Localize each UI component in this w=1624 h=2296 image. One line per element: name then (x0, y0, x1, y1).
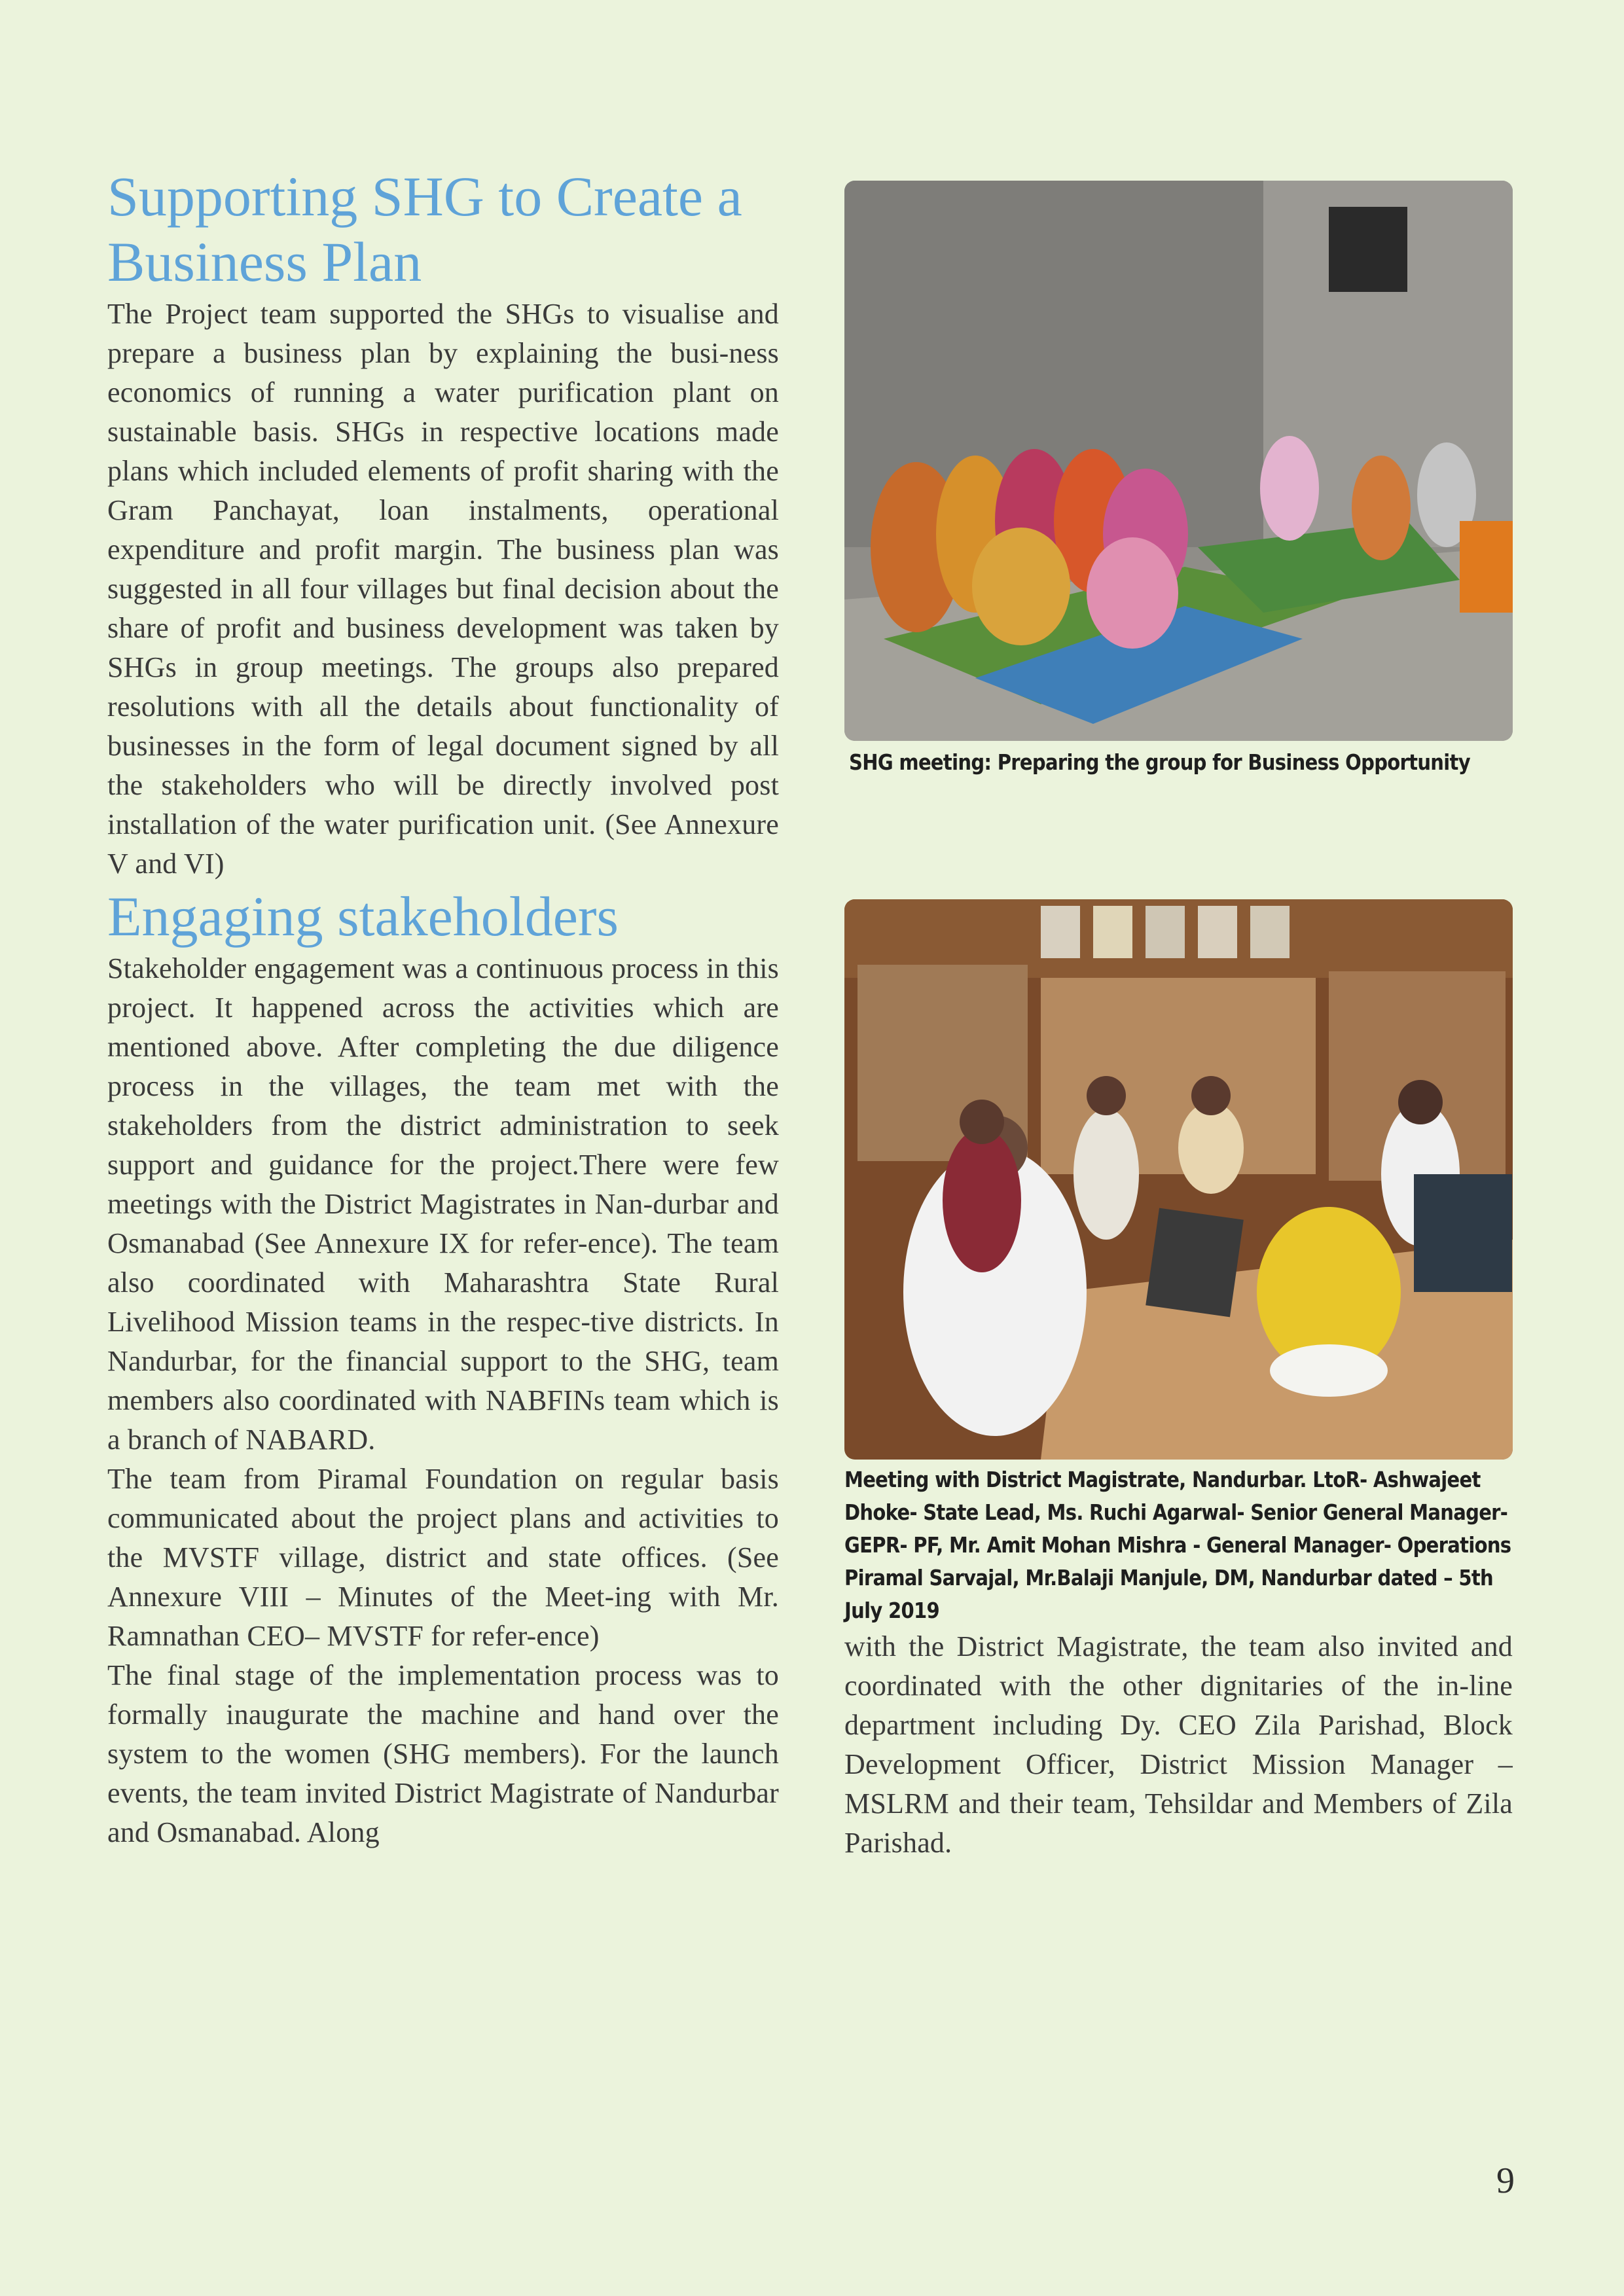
stakeholders-paragraph-3: The final stage of the implementation process was to formally inaugurate the machine and hand over the system to the women (SHG members). For the launch events, the team invited District Magistrate of Nandurbar and Osmanabad. Along (107, 1659, 779, 1848)
stakeholders-paragraph-continued: with the District Magistrate, the team also invited and coordinated with the other dignitaries of the in-line department including Dy. CEO Zila Parishad, Block Development Officer, District Mission Manager – MSLRM and their team, Tehsildar and Members of Zila Parishad. (844, 1630, 1513, 1859)
photo1-caption: SHG meeting: Preparing the group for Business Opportunity (849, 749, 1470, 775)
shg-meeting-image (844, 181, 1513, 741)
left-column (107, 164, 779, 1852)
business-plan-paragraph: The Project team supported the SHGs to visualise and prepare a business plan by explaining the busi-ness economics of running a water purification plant on sustainable basis. SHGs in respective locations made plans which included elements of profit sharing with the Gram Panchayat, loan instalments, operational expenditure and profit margin. The business plan was suggested in all four villages but final decision about the share of profit and business development was taken by SHGs in group meetings. The groups also prepared resolutions with all the details about functionality of businesses in the form of legal document signed by all the stakeholders who will be directly involved post installation of the water purification unit. (See Annexure V and VI) (107, 298, 779, 880)
section-title-business-plan: Supporting SHG to Create a Business Plan (107, 165, 742, 293)
district-magistrate-meeting-photo (844, 899, 1513, 1460)
district-magistrate-meeting-image (844, 899, 1513, 1460)
shg-meeting-photo (844, 181, 1513, 741)
right-column (844, 181, 1513, 1863)
photo2-caption: Meeting with District Magistrate, Nandurbar. LtoR- Ashwajeet Dhoke- State Lead, Ms. Ruchi Agarwal- Senior General Manager- GEPR- PF, Mr. Amit Mohan Mishra - General Manager- Operations Piramal Sarvajal, Mr.Balaji Manjule, DM, Nandurbar dated – 5th July 2019 (844, 1467, 1511, 1623)
section-title-engaging-stakeholders: Engaging stakeholders (107, 885, 619, 948)
stakeholders-paragraph-2: The team from Piramal Foundation on regular basis communicated about the project plans and activities to the MVSTF village, district and state offices. (See Annexure VIII – Minutes of the Meet-ing with Mr. Ramnathan CEO– MVSTF for refer-ence) (107, 1463, 779, 1652)
page-number: 9 (1496, 2161, 1515, 2201)
stakeholders-paragraph-1: Stakeholder engagement was a continuous process in this project. It happened across the activities which are mentioned above. After completing the due diligence process in the villages, the team met with the stakeholders from the district administration to seek support and guidance for the project.There were few meetings with the District Magistrates in Nan-durbar and Osmanabad (See Annexure IX for refer-ence). The team also coordinated with Maharashtra State Rural Livelihood Mission teams in the respec-tive districts. In Nandurbar, for the financial support to the SHG, team members also coordinated with NABFINs team which is a branch of NABARD. (107, 952, 779, 1456)
